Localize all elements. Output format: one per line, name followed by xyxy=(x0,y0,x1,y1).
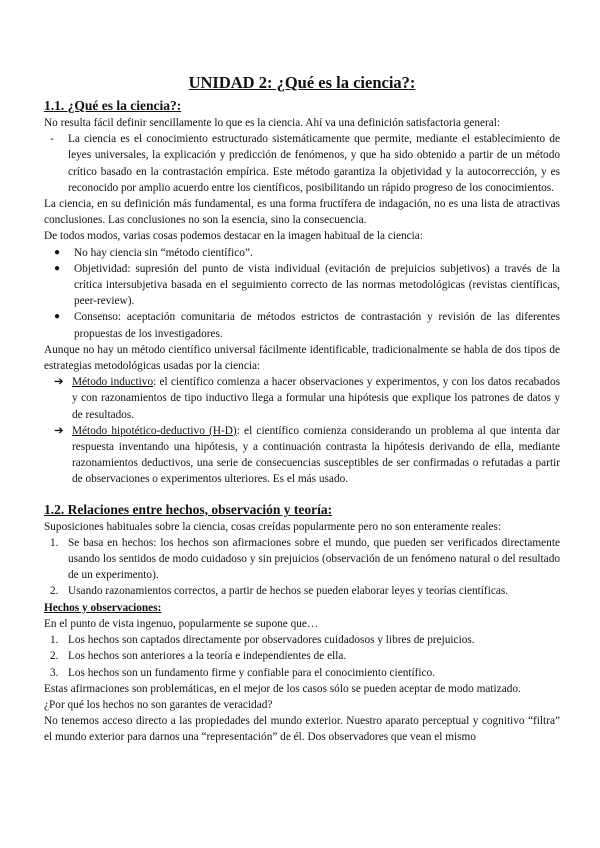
bullet-icon: ● xyxy=(54,246,61,258)
section-heading-1-2: 1.2. Relaciones entre hechos, observación y teoría: xyxy=(44,501,333,517)
paragraph-indagacion: La ciencia, en su definición más fundamental, es una forma fructífera de indagación, no es una lista de atractivas conclusiones. Las conclusiones no son la esencia, sino la consecuencia. xyxy=(44,198,560,227)
list-item: ● Objetividad: supresión del punto de vista individual (evitación de prejuicios subjetivos) a través de la crítica intersubjetiva basada en el seguimiento correcto de las normas metodológicas (revistas científicas, peer-review). xyxy=(44,261,560,310)
section-heading-1-1: 1.1. ¿Qué es la ciencia?: xyxy=(44,98,182,113)
method-item xyxy=(44,374,560,423)
list-item: ● No hay ciencia sin “método científico”. xyxy=(44,245,560,261)
bullet-icon: ● xyxy=(54,262,61,274)
method-text: : el científico comienza considerando un problema al que intenta dar respuesta inventando una hipótesis, y a continuación contrasta la hipótesis derivando de ella, mediante razonamientos deductivos, una serie de consecuencias susceptibles de ser confirmadas o refutadas a partir de observaciones o experimentos ulteriores. Es el más usado. xyxy=(72,424,560,486)
paragraph-metodos: Aunque no hay un método científico universal fácilmente identificable, tradicionalmente se habla de dos tipos de estrategias metodológicas usadas por la ciencia: xyxy=(44,343,560,373)
numbered-item: 1. Se basa en hechos: los hechos son afirmaciones sobre el mundo, que pueden ser verificados directamente usando los sentidos de modo cuidadoso y sin prejuicios (observación de un fenómeno natural o del resultado de un experimento). xyxy=(50,536,560,582)
method-text: : el científico comienza a hacer observaciones y experimentos, y con los datos recabados y con razonamientos de tipo inductivo llega a formular una hipótesis que explique los patrones de datos y de resultados. xyxy=(72,376,560,421)
page-title: UNIDAD 2: ¿Qué es la ciencia?: xyxy=(188,73,416,92)
bullet-icon: ● xyxy=(54,311,61,323)
numbered-item: 1. Los hechos son captados directamente por observadores cuidadosos y libres de prejuicios. xyxy=(50,634,475,647)
list-item: ● Consenso: aceptación comunitaria de métodos estrictos de contrastación y revisión de las diferentes propuestas de los investigadores. xyxy=(44,309,560,341)
document-page xyxy=(44,72,560,746)
subheading-hechos: Hechos y observaciones: xyxy=(44,601,162,614)
paragraph-intro: No resulta fácil definir sencillamente lo que es la ciencia. Ahí va una definición satisfactoria general: xyxy=(44,117,501,129)
paragraph-imagen: De todos modos, varias cosas podemos destacar en la imagen habitual de la ciencia: xyxy=(44,230,423,243)
definition-item xyxy=(44,131,560,196)
paragraph-acceso: No tenemos acceso directo a las propiedades del mundo exterior. Nuestro aparato perceptual y cognitivo “filtra” el mundo exterior para darnos una “representación” de él. Dos observadores que vean el mismo xyxy=(44,715,560,744)
method-name: Método inductivo xyxy=(72,376,154,389)
numbered-item: 2. Usando razonamientos correctos, a partir de hechos se pueden elaborar leyes y teorías científicas. xyxy=(50,585,509,598)
method-item xyxy=(44,423,560,488)
paragraph-pregunta: ¿Por qué los hechos no son garantes de veracidad? xyxy=(44,698,273,711)
arrow-icon: ➔ xyxy=(54,376,64,389)
arrow-icon: ➔ xyxy=(54,424,64,437)
paragraph-suposiciones: Suposiciones habituales sobre la ciencia, cosas creídas popularmente pero no son enteramente reales: xyxy=(44,520,502,533)
numbered-item: 3. Los hechos son un fundamento firme y confiable para el conocimiento científico. xyxy=(50,666,436,679)
paragraph-problematicas: Estas afirmaciones son problemáticas, en el mejor de los casos sólo se pueden aceptar de modo matizado. xyxy=(44,682,521,695)
paragraph-ingenuo: En el punto de vista ingenuo, popularmente se supone que… xyxy=(44,617,319,630)
method-name: Método hipotético-deductivo (H-D) xyxy=(72,424,237,437)
dash-marker: - xyxy=(50,133,54,146)
definition-text: La ciencia es el conocimiento estructurado sistemáticamente que permite, mediante el establecimiento de leyes universales, la explicación y predicción de fenómenos, y que ha sido obtenido a partir de un método crítico basado en la contrastación empírica. Este método garantiza la objetividad y la autocorrección, y es reconocido por amplio acuerdo entre los científicos, posibilitando un rápido progreso de los conocimientos. xyxy=(68,133,560,194)
numbered-item: 2. Los hechos son anteriores a la teoría e independientes de ella. xyxy=(50,650,347,663)
